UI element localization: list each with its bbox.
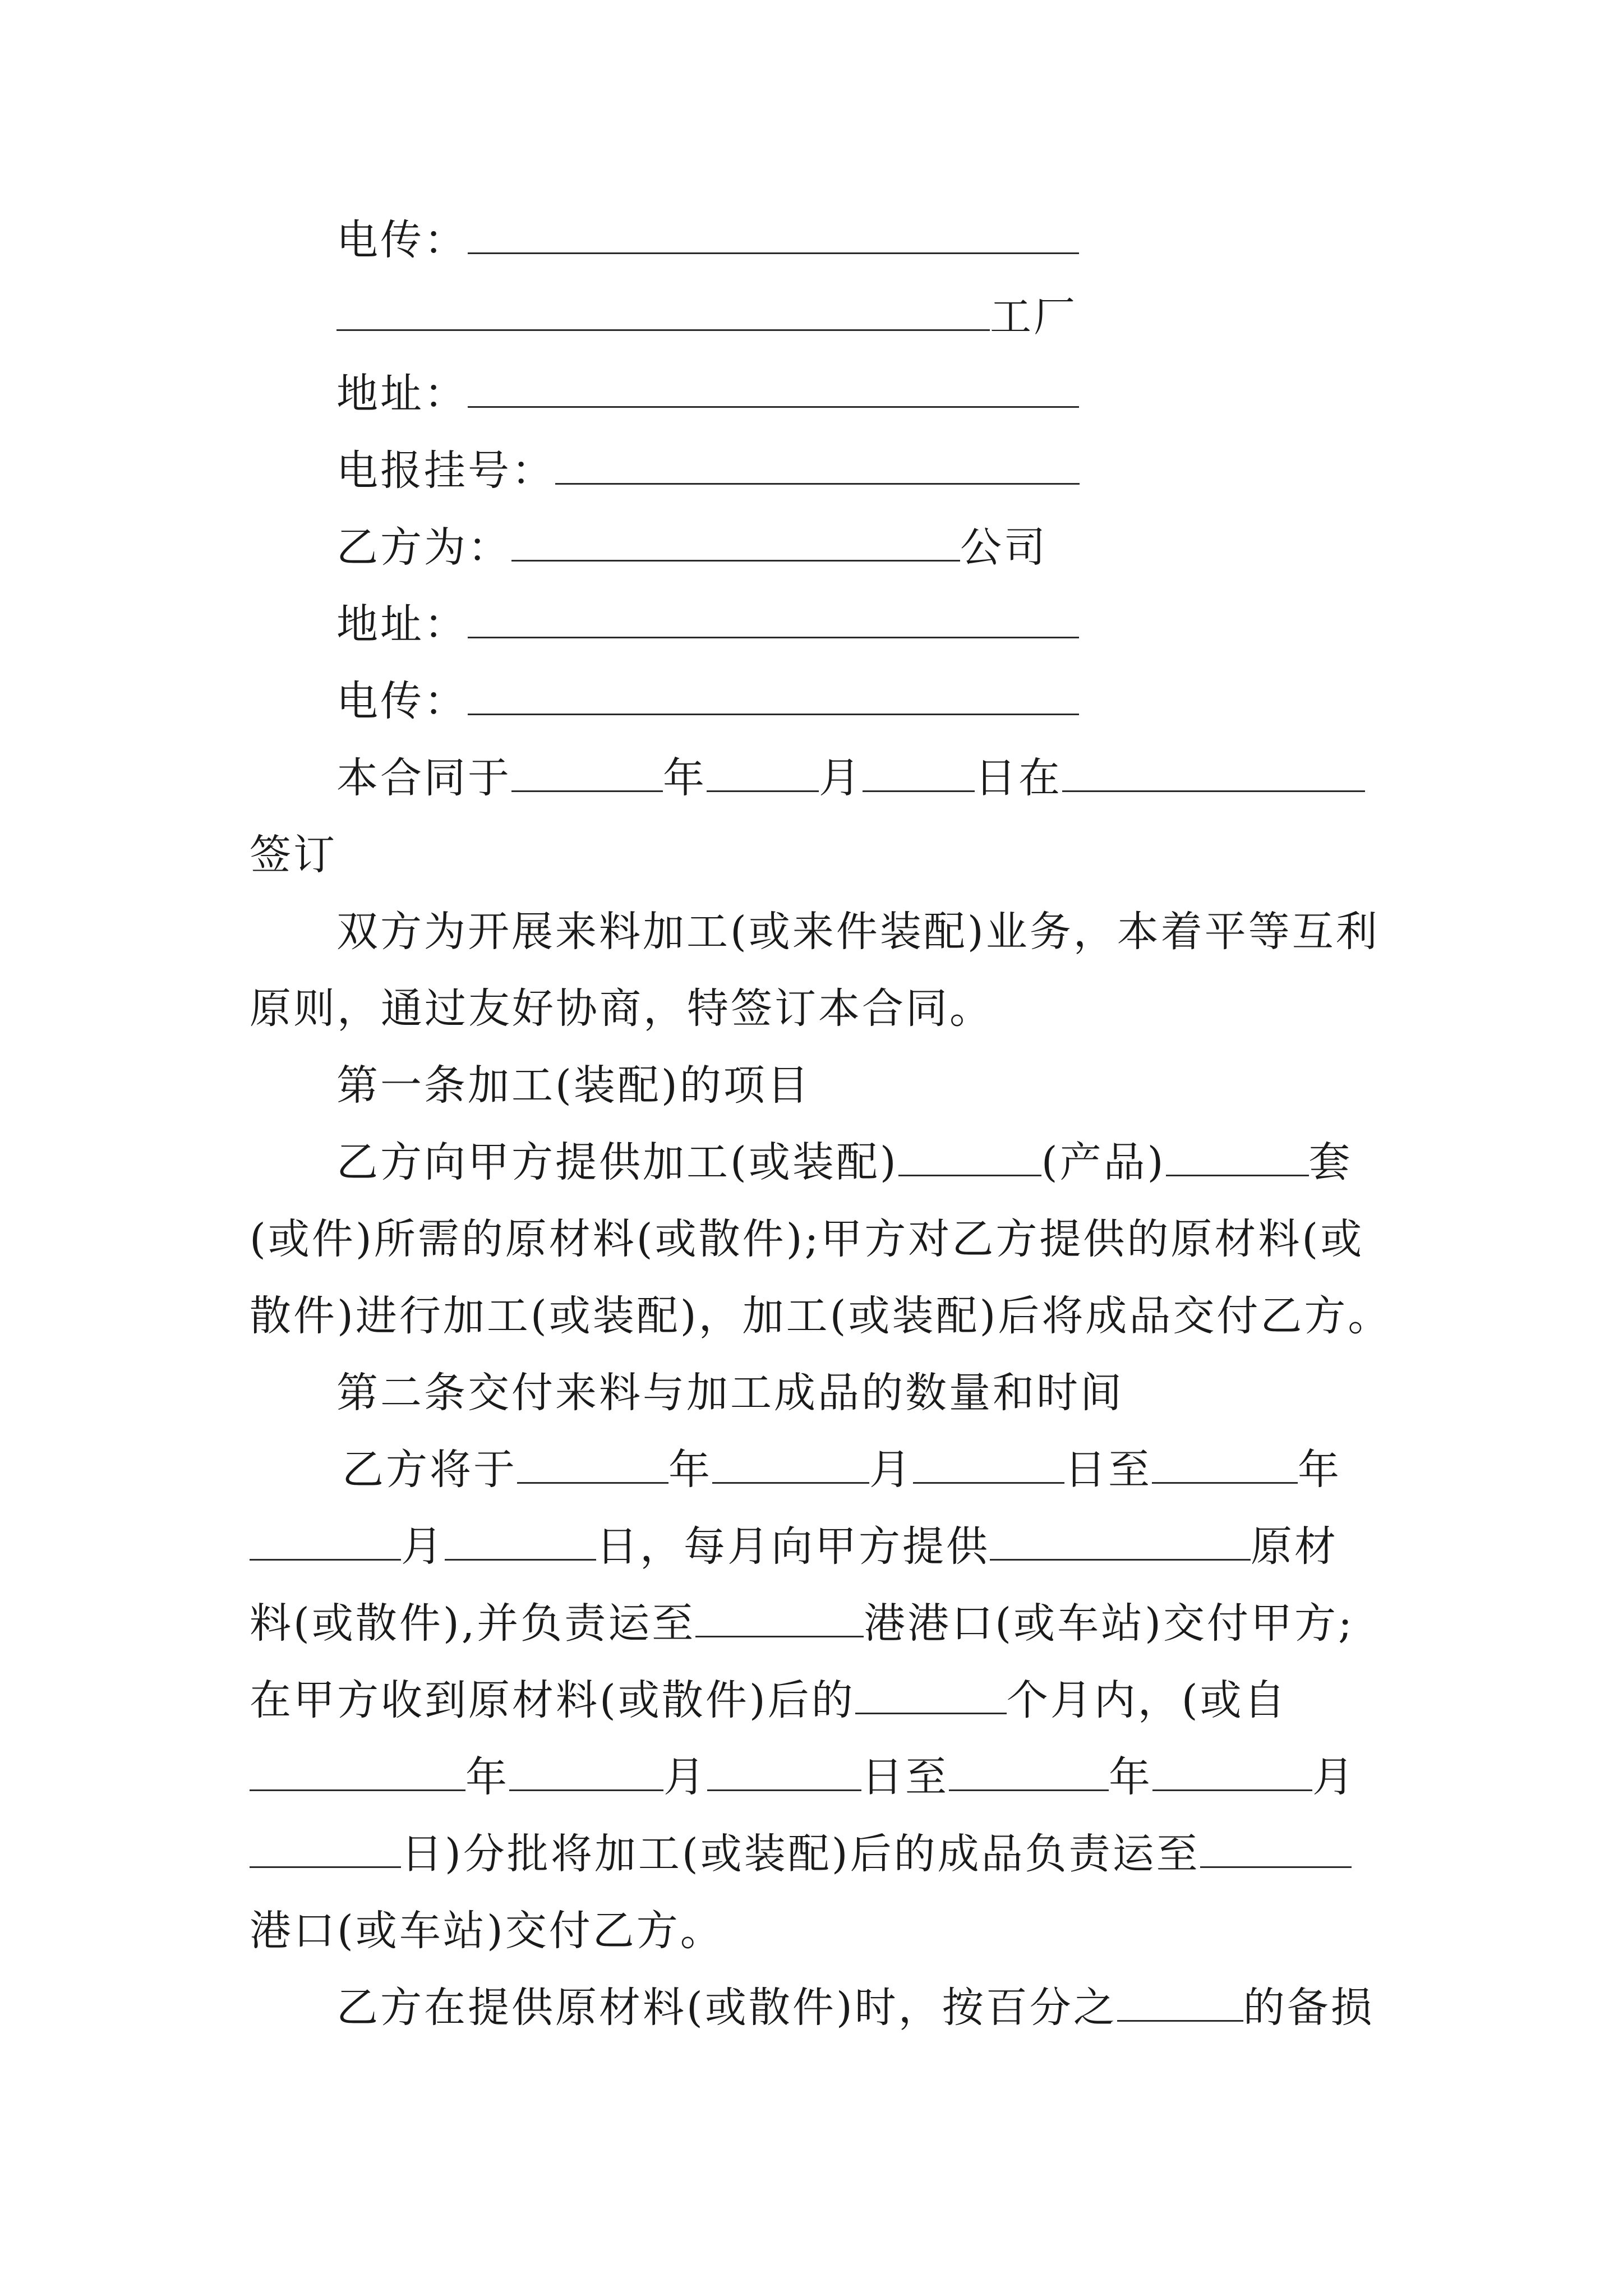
party-b-label: 乙方为：: [336, 523, 511, 572]
port-blank[interactable]: [1200, 1827, 1352, 1868]
article-text: (或件)所需的原材料(或散件);甲方对乙方提供的原材料(或: [250, 1215, 1364, 1263]
month-label: 月: [401, 1522, 445, 1571]
year-blank[interactable]: [511, 751, 663, 792]
fax-blank[interactable]: [468, 674, 1079, 715]
percent-blank[interactable]: [1117, 1981, 1243, 2022]
article-2-title: [336, 1365, 1124, 1421]
set-count-blank[interactable]: [1166, 1135, 1309, 1176]
year-label: 年: [1109, 1753, 1152, 1801]
address-label: 地址：: [336, 370, 468, 418]
product-blank[interactable]: [898, 1135, 1041, 1176]
article-text: 散件)进行加工(或装配)，加工(或装配)后将成品交付乙方。: [250, 1292, 1392, 1340]
signed-text: [250, 827, 337, 883]
month-blank[interactable]: [250, 1520, 401, 1561]
month-blank[interactable]: [1152, 1750, 1312, 1791]
signing-date-line: [336, 750, 1365, 806]
day-blank[interactable]: [863, 751, 975, 792]
day-blank[interactable]: [913, 1443, 1064, 1484]
cable-blank[interactable]: [555, 444, 1080, 485]
article-text: 套: [1308, 1138, 1353, 1186]
article-text: 港口(或车站)交付乙方。: [250, 1907, 724, 1955]
day-at-label: 日在: [975, 754, 1062, 802]
months-blank[interactable]: [855, 1673, 1007, 1714]
article-2-line-6: [250, 1826, 1352, 1882]
article-2-line-5: [250, 1749, 1356, 1805]
article-text: 个月内，(或自: [1006, 1676, 1288, 1724]
article-text: 乙方向甲方提供加工(或装配): [336, 1138, 898, 1186]
day-blank[interactable]: [707, 1750, 861, 1791]
cable-field: [336, 443, 1080, 499]
article-text: 在甲方收到原材料(或散件)后的: [250, 1676, 855, 1724]
intro-text: 原则，通过友好协商，特签订本合同。: [250, 984, 993, 1033]
day-to-label: 日至: [861, 1753, 949, 1801]
company-suffix: 公司: [960, 523, 1048, 572]
intro-text: 双方为开展来料加工(或来件装配)业务，本着平等互利: [336, 908, 1380, 956]
fax-blank[interactable]: [468, 213, 1079, 254]
article-text: 原材: [1251, 1522, 1338, 1571]
year-blank[interactable]: [949, 1750, 1109, 1791]
place-blank[interactable]: [1062, 751, 1365, 792]
article-2-line-7: [250, 1903, 724, 1959]
article-text: 料(或散件),并负责运至: [250, 1599, 696, 1648]
article-text: 港港口(或车站)交付甲方;: [864, 1599, 1354, 1648]
signed-label: 签订: [250, 831, 337, 879]
party-b-blank[interactable]: [511, 521, 960, 562]
month-blank[interactable]: [509, 1750, 663, 1791]
port-blank[interactable]: [695, 1596, 864, 1637]
factory-name-blank[interactable]: [336, 290, 990, 331]
year-blank[interactable]: [1152, 1443, 1298, 1484]
factory-suffix: 工厂: [990, 293, 1077, 341]
article-2-line-1: [342, 1442, 1341, 1498]
article-2-line-2: [250, 1519, 1338, 1575]
article-text: 乙方在提供原材料(或散件)时，按百分之: [336, 1984, 1117, 2032]
party-b-field: [336, 519, 1048, 576]
fax-field-1: [336, 212, 1079, 268]
article-title: 第一条加工(装配)的项目: [336, 1061, 811, 1110]
article-1-title: [336, 1057, 811, 1114]
address-blank[interactable]: [468, 597, 1079, 638]
article-1-line-1: [336, 1134, 1353, 1190]
year-label: 年: [663, 754, 707, 802]
month-blank[interactable]: [712, 1443, 869, 1484]
year-label: 年: [668, 1446, 712, 1494]
day-blank[interactable]: [445, 1520, 596, 1561]
address-blank[interactable]: [468, 367, 1079, 408]
article-2-line-8: [336, 1980, 1375, 2036]
signing-prefix: 本合同于: [336, 754, 511, 802]
year-blank[interactable]: [517, 1443, 668, 1484]
month-label: 月: [663, 1753, 707, 1801]
month-label: 月: [819, 754, 863, 802]
fax-label: 电传：: [336, 677, 468, 725]
address-label: 地址：: [336, 600, 468, 648]
article-title: 第二条交付来料与加工成品的数量和时间: [336, 1369, 1124, 1417]
article-text: 日，每月向甲方提供: [596, 1522, 990, 1571]
factory-field: [336, 289, 1077, 345]
material-qty-blank[interactable]: [990, 1520, 1251, 1561]
article-1-line-3: [250, 1288, 1391, 1344]
fax-field-2: [336, 673, 1079, 729]
article-text: (产品): [1041, 1138, 1166, 1186]
article-2-line-4: [250, 1672, 1288, 1728]
article-text: 的备损: [1243, 1984, 1375, 2032]
address-field-2: [336, 596, 1079, 652]
address-field-1: [336, 366, 1079, 422]
year-blank[interactable]: [250, 1750, 465, 1791]
year-label: 年: [465, 1753, 509, 1801]
fax-label: 电传：: [336, 216, 468, 264]
month-label: 月: [869, 1446, 913, 1494]
month-label: 月: [1312, 1753, 1356, 1801]
article-text: 日)分批将加工(或装配)后的成品负责运至: [401, 1830, 1200, 1878]
year-label: 年: [1298, 1446, 1341, 1494]
day-to-label: 日至: [1064, 1446, 1152, 1494]
intro-line-2: [250, 981, 993, 1037]
month-blank[interactable]: [707, 751, 819, 792]
article-2-line-3: [250, 1595, 1354, 1651]
article-1-line-2: [250, 1211, 1364, 1267]
intro-line-1: [336, 904, 1380, 960]
cable-label: 电报挂号：: [336, 447, 555, 495]
article-text: 乙方将于: [342, 1446, 517, 1494]
day-blank[interactable]: [250, 1827, 401, 1868]
